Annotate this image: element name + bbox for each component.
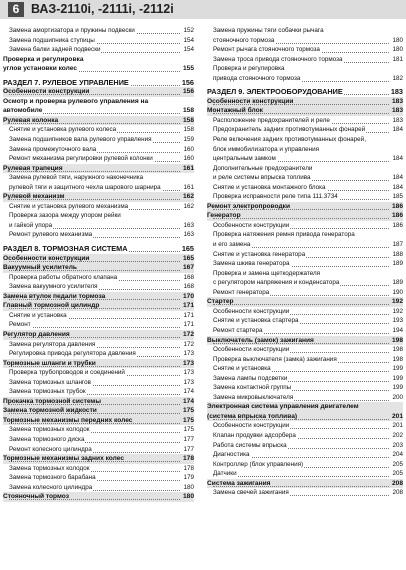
toc-entry-title: Особенности конструкции (3, 254, 90, 262)
toc-entry-page: 165 (182, 254, 194, 262)
toc-entry-title: Замена колесного цилиндра (9, 483, 93, 491)
toc-entry (207, 45, 403, 55)
toc-entry-page: 189 (392, 260, 403, 268)
toc-entry-page: 198 (391, 336, 403, 344)
toc-entry (207, 192, 403, 202)
toc-entry-title: Особенности конструкции (213, 422, 290, 430)
toc-entry-page: 161 (182, 164, 194, 172)
toc-entry-page: 204 (392, 451, 403, 459)
toc-entry-page: 172 (183, 340, 194, 348)
toc-entry (207, 230, 403, 240)
page-number: 6 (8, 2, 24, 17)
toc-entry-page: 199 (392, 384, 403, 392)
toc-entry (207, 240, 403, 250)
toc-entry (3, 164, 194, 174)
toc-entry-page: 160 (183, 155, 194, 163)
toc-entry-page: 208 (391, 479, 403, 487)
toc-entry-title: Замена троса привода стояночного тормоза (213, 55, 343, 63)
toc-entry (3, 387, 194, 397)
toc-entry-title: Проверка и регулировка (3, 55, 84, 63)
toc-entry (207, 183, 403, 193)
toc-entry-title: Стартер (207, 298, 234, 306)
toc-entry-title: Ремонт колесного цилиндра (9, 445, 92, 453)
toc-entry-title: Ремонт рулевого механизма (9, 231, 93, 239)
toc-entry-page: 183 (390, 87, 403, 97)
toc-entry (3, 263, 194, 273)
toc-entry-title: Проверка и замена щеткодержателя (213, 269, 321, 277)
toc-entry (207, 36, 403, 46)
toc-entry-page: 167 (182, 264, 194, 272)
toc-entry-title: РАЗДЕЛ 9. ЭЛЕКТРООБОРУДОВАНИЕ (207, 87, 343, 97)
toc-entry (3, 330, 194, 340)
toc-entry-title: Замена контактной группы (213, 384, 292, 392)
toc-entry-title: Снятие и установка монтажного блока (213, 183, 326, 191)
toc-entry-page: 203 (392, 441, 403, 449)
toc-entry-title: Проверка работы обратного клапана (9, 273, 118, 281)
toc-entry-title: Проверка трубопроводов и соединений (9, 369, 125, 377)
toc-entry-title: Замена подшипников вала рулевого управления (9, 136, 152, 144)
toc-entry-page: 184 (392, 183, 403, 191)
toc-entry-page: 173 (183, 378, 194, 386)
toc-entry-title: Ремонт механизма регулировки рулевой колонки (9, 155, 153, 163)
dot-leader (9, 327, 180, 328)
toc-entry-title: Регулятор давления (3, 330, 70, 338)
toc-entry-page: 156 (181, 77, 194, 87)
toc-entry-page: 160 (183, 145, 194, 153)
toc-entry-page: 192 (392, 307, 403, 315)
toc-entry (3, 368, 194, 378)
toc-entry-title: Дополнительные предохранители (213, 164, 313, 172)
toc-entry-page: 183 (391, 97, 403, 105)
toc-entry (3, 425, 194, 435)
toc-entry (207, 55, 403, 65)
toc-entry (3, 192, 194, 202)
toc-entry (207, 26, 403, 36)
toc-entry-title: Прокачка тормозной системы (3, 397, 101, 405)
toc-entry (3, 349, 194, 359)
toc-entry (3, 145, 194, 155)
toc-entry-title: Особенности конструкции (3, 88, 90, 96)
toc-entry (207, 211, 403, 221)
toc-entry (207, 297, 403, 307)
toc-entry-title: Замена тормозного диска (9, 435, 85, 443)
toc-entry (3, 454, 194, 464)
toc-entry (207, 412, 403, 422)
toc-entry-title: Ремонт стартера (213, 326, 263, 334)
toc-entry (3, 135, 194, 145)
toc-entry-title: Проверка исправности реле типа 111.3734 (213, 193, 338, 201)
toc-entry-page: 199 (392, 374, 403, 382)
toc-entry-title: Реле включения задних противотуманных фонарей, (213, 136, 366, 144)
toc-entry (207, 288, 403, 298)
toc-entry (3, 87, 194, 97)
toc-entry (3, 359, 194, 369)
toc-entry-title: Замена тормозной жидкости (3, 407, 97, 415)
toc-entry-title: Замена регулятора давления (9, 340, 96, 348)
toc-entry-page: 200 (392, 393, 403, 401)
toc-entry (207, 479, 403, 489)
toc-entry-title: Замена промежуточного вала (9, 145, 97, 153)
toc-entry (207, 402, 403, 412)
toc-entry-page: 187 (392, 241, 403, 249)
toc-entry (207, 441, 403, 451)
toc-entry-title: Замена тормозного барабана (9, 474, 96, 482)
toc-entry-title: Замена вакуумного усилителя (9, 283, 98, 291)
toc-entry-page: 178 (183, 464, 194, 472)
toc-entry-page: 168 (183, 283, 194, 291)
toc-entry-page: 186 (391, 202, 403, 210)
toc-entry-page: 155 (182, 65, 194, 73)
toc-entry-title: с регулятором напряжения и конденсатора (213, 279, 340, 287)
toc-entry (3, 435, 194, 445)
toc-entry-page: 201 (392, 422, 403, 430)
toc-entry-page: 158 (182, 116, 194, 124)
toc-entry-title: Замена шкива генератора (213, 260, 290, 268)
toc-entry-title: центральным замком (213, 155, 276, 163)
toc-entry (3, 202, 194, 212)
dot-leader (213, 304, 389, 305)
toc-entry (3, 154, 194, 164)
toc-entry-page: 194 (392, 326, 403, 334)
toc-entry-page: 180 (392, 46, 403, 54)
toc-entry (207, 316, 403, 326)
toc-entry-title: Особенности конструкции (213, 307, 290, 315)
toc-entry-title: Замена тормозных колодок (9, 464, 90, 472)
toc-entry-page: 161 (183, 183, 194, 191)
toc-entry-title: Проверка зазора между упором рейки (9, 212, 121, 220)
toc-entry-title: Снятие и установка рулевого механизма (9, 202, 129, 210)
toc-entry (207, 364, 403, 374)
toc-entry-title: Проверка натяжения ремня привода генератора (213, 231, 355, 239)
toc-entry-title: Ремонт генератора (213, 288, 270, 296)
toc-entry (207, 450, 403, 460)
toc-entry-page: 202 (392, 431, 403, 439)
toc-entry-title: Главный тормозной цилиндр (3, 302, 100, 310)
toc-entry (207, 64, 403, 74)
toc-entry (207, 278, 403, 288)
toc-entry-title: Особенности конструкции (213, 221, 290, 229)
toc-entry-page: 190 (392, 288, 403, 296)
toc-entry (207, 469, 403, 479)
toc-entry-title: (система впрыска топлива) (207, 412, 298, 420)
toc-entry (207, 202, 403, 212)
toc-entry-page: 182 (392, 74, 403, 82)
toc-entry (3, 397, 194, 407)
toc-entry-title: Тормозные шланги и трубки (3, 359, 96, 367)
toc-entry (207, 154, 403, 164)
toc-entry (207, 326, 403, 336)
toc-entry-title: блок иммобилизатора и управления (213, 145, 319, 153)
toc-entry-page: 152 (183, 27, 194, 34)
toc-entry (3, 55, 194, 65)
toc-entry-title: РАЗДЕЛ 7. РУЛЕВОЕ УПРАВЛЕНИЕ (3, 77, 129, 87)
toc-entry-page: 208 (392, 489, 403, 497)
toc-entry-title: Работа системы впрыска (213, 441, 287, 449)
toc-entry (207, 135, 403, 145)
toc-entry-page: 179 (183, 474, 194, 482)
toc-entry-page: 180 (392, 36, 403, 44)
toc-entry-page: 154 (183, 36, 194, 44)
toc-entry-page: 186 (392, 221, 403, 229)
toc-entry-title: и его замена (213, 241, 251, 249)
toc-entry-page: 192 (391, 298, 403, 306)
toc-entry-title: Тормозные механизмы передних колес (3, 416, 133, 424)
toc-entry-title: Проверка и регулировка (213, 65, 285, 73)
toc-entry-title: Особенности конструкции (207, 97, 294, 105)
toc-entry (3, 301, 194, 311)
toc-entry-title: Замена подшипника ступицы (9, 36, 95, 44)
toc-entry (3, 406, 194, 416)
toc-entry-page: 168 (183, 273, 194, 281)
toc-left-column (3, 26, 194, 502)
toc-entry-page: 189 (392, 279, 403, 287)
toc-entry (3, 445, 194, 455)
toc-entry (207, 125, 403, 135)
toc-entry-title: Замена лампы подсветки (213, 374, 288, 382)
toc-entry-title: углов установки колес (3, 65, 78, 73)
toc-entry (3, 125, 194, 135)
toc-entry-page: 186 (391, 212, 403, 220)
toc-entry-title: Замена амортизатора и пружины подвески (9, 27, 135, 34)
toc-entry (3, 244, 194, 254)
toc-entry (3, 282, 194, 292)
toc-entry (207, 221, 403, 231)
toc-entry-page: 205 (392, 460, 403, 468)
toc-right-column (207, 26, 403, 498)
toc-entry (207, 488, 403, 498)
toc-entry-page: 158 (182, 107, 194, 115)
toc-entry (3, 311, 194, 321)
toc-entry-title: Снятие и установка рулевого колеса (9, 126, 117, 134)
toc-entry-title: Расположение предохранителей и реле (213, 116, 330, 124)
toc-entry-page: 171 (182, 302, 194, 310)
toc-entry-title: Выключатель (замок) зажигания (207, 336, 314, 344)
toc-entry (207, 269, 403, 279)
toc-entry-title: Датчики (213, 470, 237, 478)
toc-entry-title: Диагностика (213, 451, 250, 459)
toc-entry-page: 165 (181, 244, 194, 254)
toc-entry-page: 173 (182, 359, 194, 367)
toc-entry (3, 116, 194, 126)
toc-entry-page: 163 (183, 231, 194, 239)
toc-entry (3, 183, 194, 193)
toc-entry (3, 473, 194, 483)
toc-entry (207, 383, 403, 393)
toc-entry (207, 74, 403, 84)
toc-entry-page: 171 (183, 321, 194, 329)
toc-entry-title: Замена тормозных шлангов (9, 378, 91, 386)
toc-entry-page: 171 (183, 311, 194, 319)
toc-entry (207, 374, 403, 384)
toc-entry (3, 45, 194, 55)
toc-entry-page: 184 (392, 155, 403, 163)
toc-entry-title: Осмотр и проверка рулевого управления на (3, 97, 149, 105)
toc-entry-page: 180 (183, 483, 194, 491)
toc-entry-title: Ремонт (9, 321, 31, 329)
toc-entry-title: Система зажигания (207, 479, 271, 487)
toc-entry (207, 87, 403, 97)
toc-entry-title: Замена свечей зажигания (213, 489, 289, 497)
toc-entry-page: 188 (392, 250, 403, 258)
toc-entry-title: привода стояночного тормоза (213, 74, 301, 82)
toc-entry (207, 393, 403, 403)
toc-entry (3, 64, 194, 74)
toc-entry-title: рулевой тяги и защитного чехла шарового шарнира (9, 183, 161, 191)
toc-entry-title: Клапан продувки адсорбера (213, 431, 296, 439)
toc-entry-title: Снятие и установка (213, 365, 271, 373)
toc-entry-title: стояночного тормоза (213, 36, 275, 44)
toc-entry (3, 254, 194, 264)
toc-entry-page: 173 (183, 350, 194, 358)
toc-entry-page: 181 (392, 55, 403, 63)
toc-entry (3, 273, 194, 283)
toc-entry-page: 159 (183, 136, 194, 144)
toc-entry-title: и реле системы впрыска топлива (213, 174, 311, 182)
toc-entry-page: 170 (182, 292, 194, 300)
toc-entry (207, 250, 403, 260)
toc-entry (207, 106, 403, 116)
toc-entry-page: 183 (392, 116, 403, 124)
toc-entry-page: 198 (392, 355, 403, 363)
toc-entry (207, 307, 403, 317)
toc-entry-page: 158 (183, 126, 194, 134)
toc-entry-title: Тормозные механизмы задних колес (3, 455, 124, 463)
toc-entry-title: Снятие и установка стартера (213, 317, 299, 325)
toc-entry (207, 460, 403, 470)
toc-entry-title: Контроллер (блок управления) (213, 460, 304, 468)
toc-entry-title: Замена пружины тяги собачки рычага (213, 27, 324, 34)
toc-entry (3, 230, 194, 240)
toc-entry (207, 431, 403, 441)
toc-entry-page: 205 (392, 470, 403, 478)
toc-entry (3, 221, 194, 231)
toc-entry (207, 116, 403, 126)
toc-entry-title: Замена рулевой тяги, наружного наконечника (9, 174, 144, 182)
header-title: ВАЗ-2110i, -2111i, -2112i (31, 2, 174, 16)
toc-entry-page: 174 (183, 388, 194, 396)
toc-entry-title: Замена тормозных колодок (9, 426, 90, 434)
toc-entry (3, 97, 194, 107)
toc-entry-page: 162 (182, 193, 194, 201)
toc-entry-page: 175 (182, 407, 194, 415)
toc-entry (3, 416, 194, 426)
toc-entry-page: 184 (392, 126, 403, 134)
toc-entry-title: Монтажный блок (207, 107, 263, 115)
toc-entry-page: 174 (182, 397, 194, 405)
toc-entry-page: 183 (391, 107, 403, 115)
toc-entry-page: 163 (183, 221, 194, 229)
toc-entry-page: 175 (183, 426, 194, 434)
toc-entry-title: автомобиле (3, 107, 43, 115)
toc-entry (207, 259, 403, 269)
toc-entry-page: 173 (183, 369, 194, 377)
toc-entry-page: 177 (183, 435, 194, 443)
toc-entry (3, 106, 194, 116)
toc-entry (3, 211, 194, 221)
toc-entry (3, 492, 194, 502)
toc-entry-title: Замена тормозных трубок (9, 388, 86, 396)
toc-entry (207, 97, 403, 107)
toc-entry-page: 199 (392, 365, 403, 373)
toc-entry-title: Вакуумный усилитель (3, 264, 77, 272)
toc-entry-title: Замена втулок педали тормоза (3, 292, 106, 300)
toc-entry-title: Электронная система управления двигателем (207, 403, 359, 411)
toc-entry-title: Снятие и установка (9, 311, 67, 319)
page-header (0, 0, 406, 19)
toc-entry-page: 172 (182, 330, 194, 338)
toc-entry-page: 185 (392, 193, 403, 201)
toc-entry (3, 378, 194, 388)
toc-entry-title: Рулевой механизм (3, 193, 65, 201)
toc-entry-title: РАЗДЕЛ 8. ТОРМОЗНАЯ СИСТЕМА (3, 244, 128, 254)
toc-entry (3, 292, 194, 302)
toc-entry-page: 193 (392, 317, 403, 325)
toc-entry-page: 177 (183, 445, 194, 453)
toc-entry-title: Снятие и установка генератора (213, 250, 306, 258)
toc-entry-page: 201 (391, 412, 403, 420)
toc-entry-title: Проверка выключателя (замка) зажигания (213, 355, 337, 363)
toc-entry-title: Замена балки задней подвески (9, 46, 101, 54)
toc-entry (207, 145, 403, 155)
toc-entry-title: Рулевая колонка (3, 116, 59, 124)
toc-entry-title: Рулевая трапеция (3, 164, 63, 172)
toc-entry (207, 421, 403, 431)
toc-entry-page: 198 (392, 346, 403, 354)
toc-entry-page: 184 (392, 174, 403, 182)
toc-entry (207, 336, 403, 346)
toc-entry-page: 156 (182, 88, 194, 96)
toc-entry-title: Генератор (207, 212, 241, 220)
toc-entry (3, 320, 194, 330)
toc-entry (207, 355, 403, 365)
toc-entry-title: Предохранитель задних противотуманных фонарей (213, 126, 366, 134)
toc-entry (3, 173, 194, 183)
toc-entry-title: Регулировка привода регулятора давления (9, 350, 136, 358)
toc-entry (3, 340, 194, 350)
toc-entry-page: 162 (183, 202, 194, 210)
toc-entry (3, 78, 194, 88)
toc-entry (3, 483, 194, 493)
toc-entry-page: 180 (182, 493, 194, 501)
toc-entry-page: 175 (182, 416, 194, 424)
toc-entry-title: Ремонт рычага стояночного тормоза (213, 46, 320, 54)
toc-entry (207, 345, 403, 355)
toc-entry-page: 178 (182, 455, 194, 463)
toc-entry-title: Стояночный тормоз (3, 493, 69, 501)
toc-entry-title: и гайкой упора (9, 221, 53, 229)
toc-entry-title: Замена микровыключателя (213, 393, 294, 401)
toc-entry (207, 164, 403, 174)
toc-entry (3, 464, 194, 474)
dot-leader (213, 476, 389, 477)
toc-entry (3, 36, 194, 46)
toc-entry (3, 26, 194, 36)
toc-entry-page: 154 (183, 46, 194, 54)
toc-entry-title: Ремонт электропроводки (207, 202, 290, 210)
toc-entry-title: Особенности конструкции (213, 346, 290, 354)
toc-entry (207, 173, 403, 183)
